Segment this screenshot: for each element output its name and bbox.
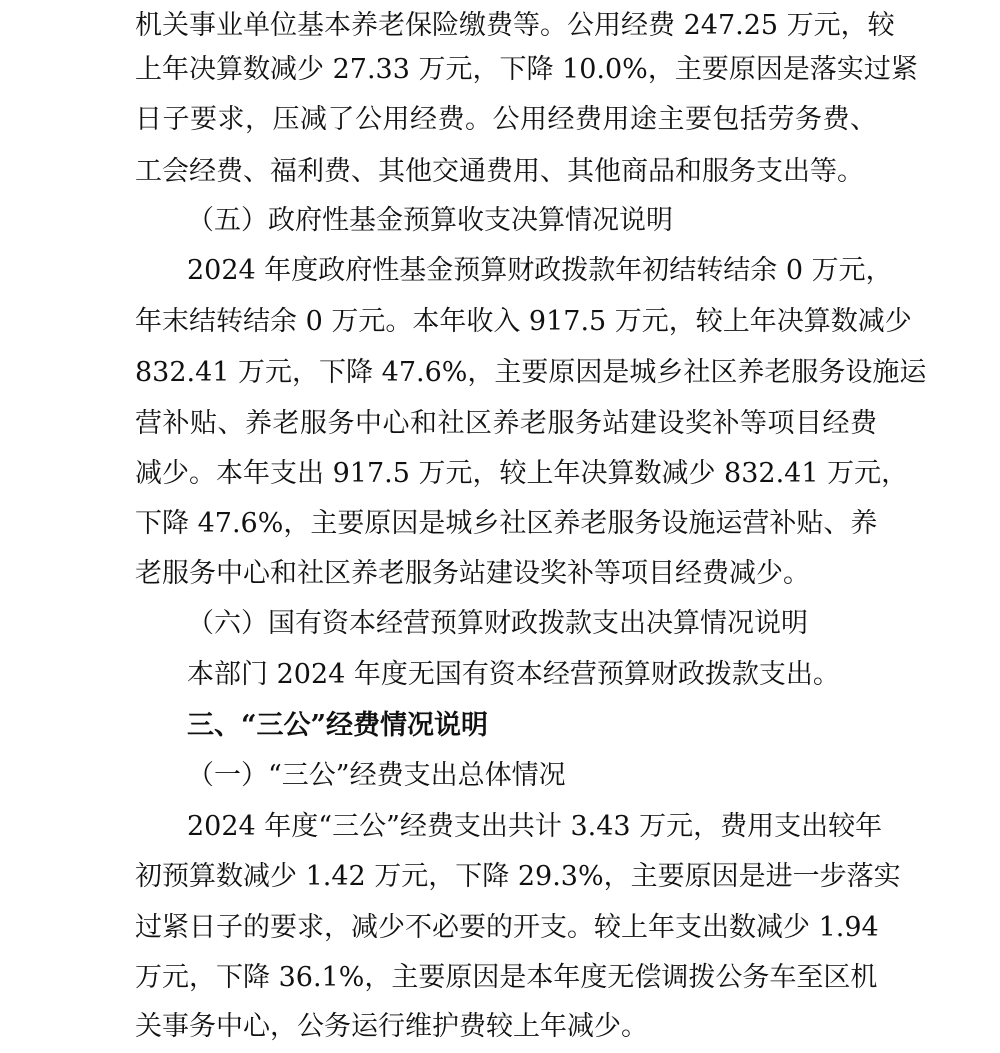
paragraph-line: 上年决算数减少 27.33 万元，下降 10.0%，主要原因是落实过紧: [135, 54, 918, 85]
paragraph-line: 老服务中心和社区养老服务站建设奖补等项目经费减少。: [135, 558, 810, 589]
paragraph-line: 2024 年度“三公”经费支出共计 3.43 万元，费用支出较年: [187, 811, 883, 842]
section-heading: （一）“三公”经费支出总体情况: [187, 760, 566, 791]
paragraph-line: 营补贴、养老服务中心和社区养老服务站建设奖补等项目经费: [135, 408, 877, 439]
paragraph-line: 年末结转结余 0 万元。本年收入 917.5 万元，较上年决算数减少: [135, 306, 912, 337]
paragraph-line: 机关事业单位基本养老保险缴费等。公用经费 247.25 万元，较: [135, 10, 895, 41]
section-heading: （五）政府性基金预算收支决算情况说明: [187, 205, 673, 236]
paragraph-line: 关事务中心，公务运行维护费较上年减少。: [135, 1011, 648, 1042]
paragraph-line: 万元，下降 36.1%，主要原因是本年度无偿调拨公务车至区机: [135, 962, 878, 993]
paragraph-line: 过紧日子的要求，减少不必要的开支。较上年支出数减少 1.94: [135, 912, 879, 943]
paragraph-line: 2024 年度政府性基金预算财政拨款年初结转结余 0 万元，: [187, 255, 893, 286]
paragraph-line: 日子要求，压减了公用经费。公用经费用途主要包括劳务费、: [135, 104, 877, 135]
section-heading: （六）国有资本经营预算财政拨款支出决算情况说明: [187, 608, 808, 639]
paragraph-line: 初预算数减少 1.42 万元，下降 29.3%，主要原因是进一步落实: [135, 861, 901, 892]
paragraph-line: 下降 47.6%，主要原因是城乡社区养老服务设施运营补贴、养: [135, 508, 878, 539]
paragraph-line: 减少。本年支出 917.5 万元，较上年决算数减少 832.41 万元，: [135, 458, 909, 489]
paragraph-line: 本部门 2024 年度无国有资本经营预算财政拨款支出。: [187, 659, 840, 690]
chapter-heading: 三、“三公”经费情况说明: [187, 710, 489, 741]
paragraph-line: 工会经费、福利费、其他交通费用、其他商品和服务支出等。: [135, 156, 864, 187]
paragraph-line: 832.41 万元，下降 47.6%，主要原因是城乡社区养老服务设施运: [135, 357, 927, 388]
